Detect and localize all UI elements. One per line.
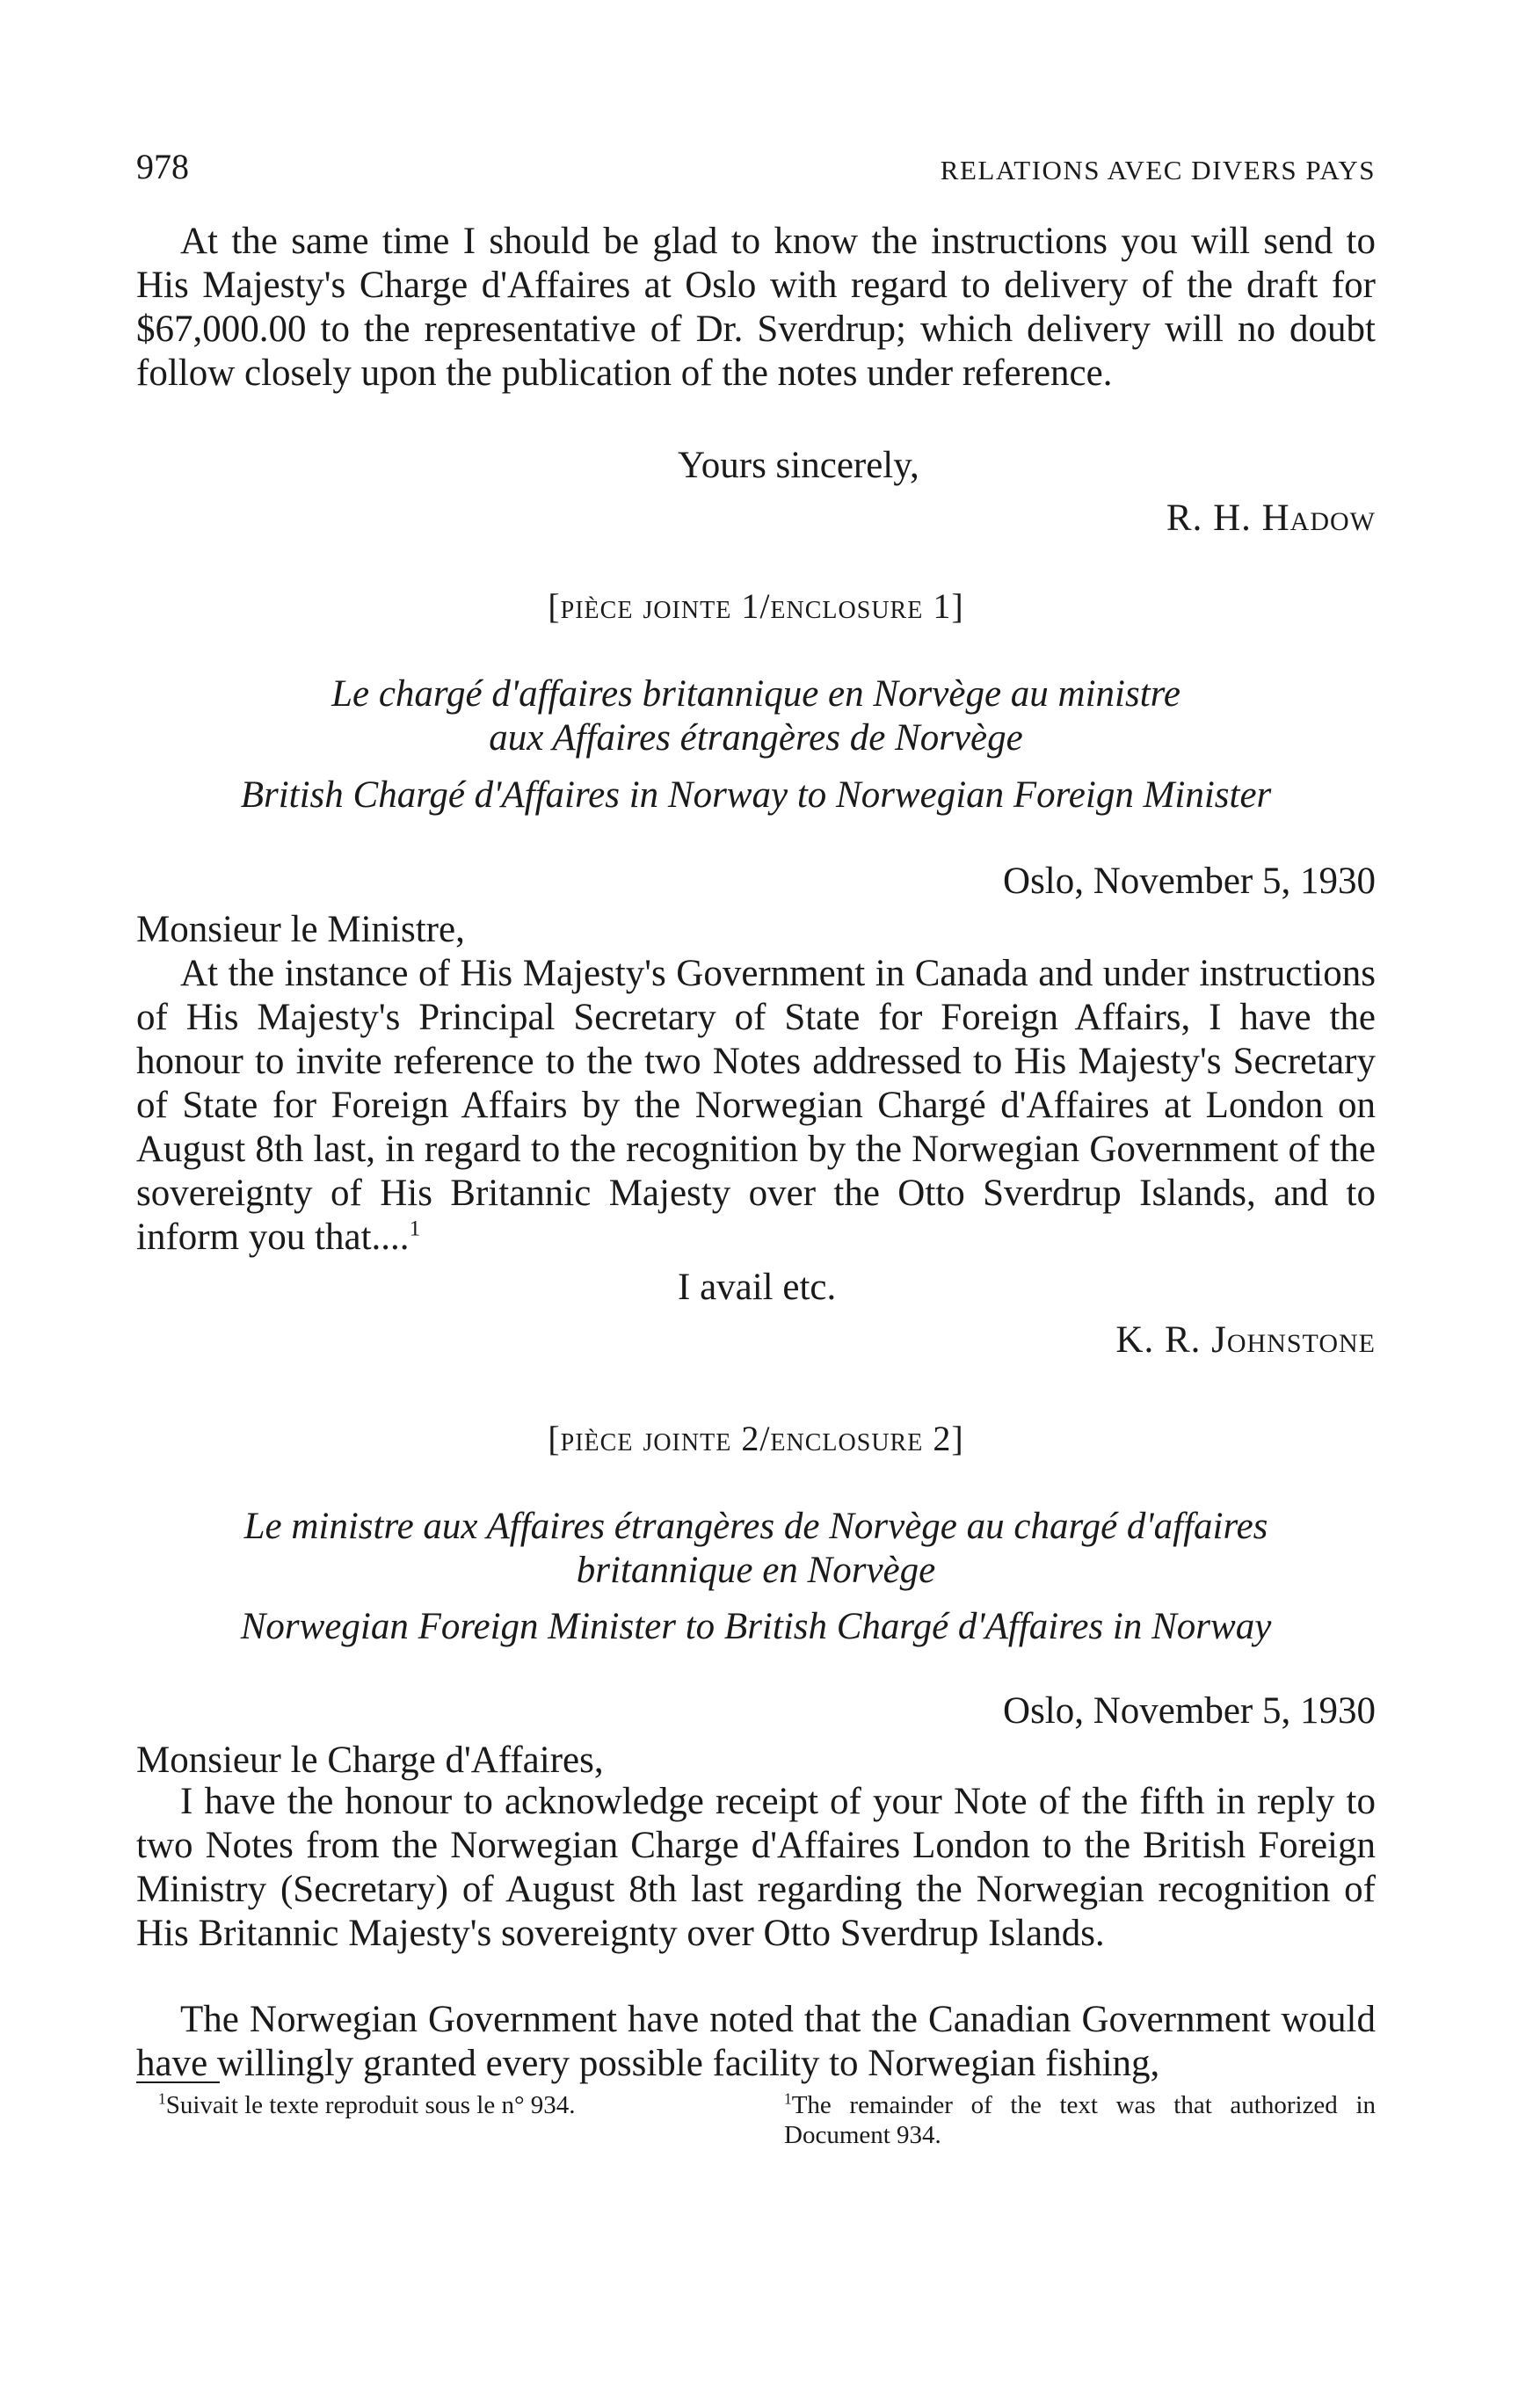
enclosure1-title-fr-line1: Le chargé d'affaires britannique en Norvège au ministre [331,673,1180,715]
footnote-en-text: The remainder of the text was that authorized in Document 934. [784,2091,1376,2149]
page-number: 978 [136,147,189,186]
enclosure2-dateline: Oslo, November 5, 1930 [1003,1690,1376,1732]
enclosure1-closing: I avail etc. [678,1267,837,1308]
enclosure2-label: [pièce jointe 2/enclosure 2] [548,1419,964,1458]
enclosure1-title-fr-line2: aux Affaires étrangères de Norvège [489,717,1023,759]
letter1-paragraph: At the same time I should be glad to know the instructions you will send to His Majesty's Charge d'Affaires at Oslo with regard to delivery of the draft for $67,000.00 to the representative of Dr. Sverdrup; which delivery will no doubt follow closely upon the publication of the notes under reference. [136,221,1376,394]
enclosure1-body-text: At the instance of His Majesty's Government in Canada and under instructions of His Majesty's Principal Secretary of State for Foreign Affairs, I have the honour to invite reference to the two Notes addressed to His Majesty's Secretary of State for Foreign Affairs by the Norwegian Chargé d'Affaires at London on August 8th last, in regard to the recognition by the Norwegian Government of the sovereignty of His Britannic Majesty over the Otto Sverdrup Islands, and to inform you that.... [136,953,1376,1258]
footnote-fr-marker: 1 [158,2089,166,2108]
enclosure2-paragraph2: The Norwegian Government have noted that the Canadian Government would have willingly granted every possible facility to Norwegian fishing, [136,1999,1376,2084]
footnote-en-marker: 1 [784,2089,792,2108]
footnote-fr-text: Suivait le texte reproduit sous le n° 934. [165,2091,576,2119]
enclosure1-title-en: British Chargé d'Affaires in Norway to Norwegian Foreign Minister [240,774,1272,816]
enclosure1-signature: K. R. Johnstone [1115,1319,1376,1361]
enclosure1-label: [pièce jointe 1/enclosure 1] [548,586,964,626]
enclosure2-title-fr-line1: Le ministre aux Affaires étrangères de Norvège au chargé d'affaires [243,1506,1268,1547]
enclosure2-title-en: Norwegian Foreign Minister to British Chargé d'Affaires in Norway [240,1606,1272,1647]
enclosure1-body [136,952,1376,1260]
letter1-signature: R. H. Hadow [1166,498,1376,539]
enclosure2-salutation: Monsieur le Charge d'Affaires, [136,1740,604,1781]
footnote-rule [136,2081,220,2083]
footnote-ref: 1 [409,1215,421,1241]
enclosure1-dateline: Oslo, November 5, 1930 [1003,861,1376,902]
letter1-closing: Yours sincerely, [678,445,919,486]
running-title: RELATIONS AVEC DIVERS PAYS [940,155,1376,185]
footnote-en [784,2090,1376,2150]
enclosure2-title-fr-line2: britannique en Norvège [576,1550,936,1591]
enclosure1-salutation: Monsieur le Ministre, [136,909,465,950]
footnote-fr [158,2090,738,2120]
enclosure2-paragraph1: I have the honour to acknowledge receipt of your Note of the fifth in reply to two Notes from the Norwegian Charge d'Affaires London to the British Foreign Ministry (Secretary) of August 8th last regarding the Norwegian recognition of His Britannic Majesty's sovereignty over Otto Sverdrup Islands. [136,1781,1376,1954]
